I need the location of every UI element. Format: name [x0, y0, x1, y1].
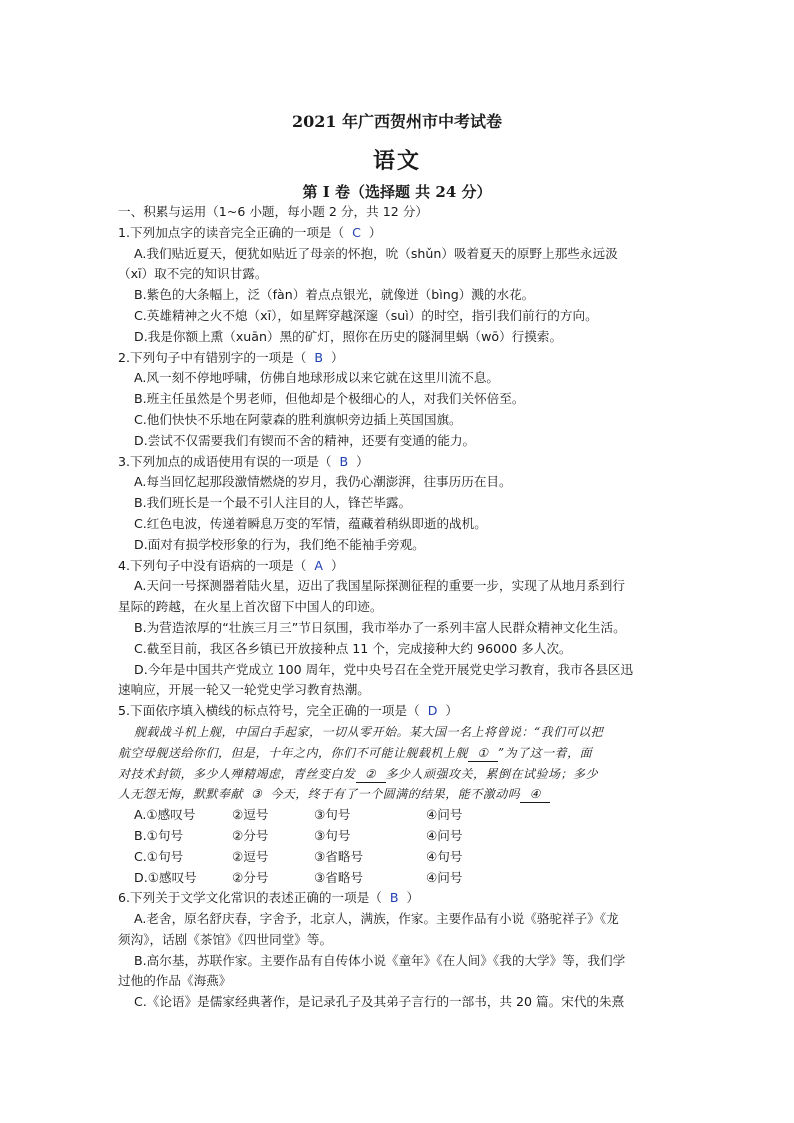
q3-option-d: D.面对有损学校形象的行为，我们绝不能袖手旁观。 [134, 536, 425, 552]
q5-option-b: B.①句号 ②分号 ③句号 ④问号 [134, 827, 463, 843]
q6-option-a: A.老舍，原名舒庆春，字舍予，北京人，满族，作家。主要作品有小说《骆驼祥子》《龙 [134, 911, 619, 927]
q5-option-a: A.①感叹号 ②逗号 ③句号 ④问号 [134, 807, 463, 823]
q2-option-b: B.班主任虽然是个男老师，但他却是个极细心的人，对我们关怀倍至。 [134, 391, 525, 407]
q1-option-b: B.紫色的大条幅上，泛（fàn）着点点银光，就像迸（bìng）溅的水花。 [134, 287, 535, 303]
q6-option-b: B.高尔基，苏联作家。主要作品有自传体小说《童年》《在人间》《我的大学》等，我们学 [134, 952, 626, 968]
section-heading: 一、积累与运用（1~6 小题，每小题 2 分，共 12 分） [118, 204, 428, 219]
blank-2: ② [356, 766, 386, 783]
q2-option-d: D.尝试不仅需要我们有锲而不舍的精神，还要有变通的能力。 [134, 432, 476, 448]
q5-passage-line-3: 对技术封锁，多少人殚精竭虑，青丝变白发 ② 多少人顽强攻关，累倒在试验场；多少 [118, 766, 599, 781]
q5-option-d: D.①感叹号 ②分号 ③省略号 ④问号 [134, 869, 463, 885]
exam-body [118, 202, 678, 1013]
q1-option-a-cont: （xī）取不完的知识甘露。 [118, 266, 268, 282]
q2-option-c: C.他们快快不乐地在阿蒙森的胜利旗帜旁边插上英国国旗。 [134, 411, 462, 427]
question-6-stem: 6.下列关于文学文化常识的表述正确的一项是（ B ） [118, 888, 678, 909]
q3-option-a: A.每当回忆起那段激情燃烧的岁月，我仍心潮澎湃，往事历历在目。 [134, 474, 512, 490]
q4-option-c: C.截至目前，我区各乡镇已开放接种点 11 个，完成接种大约 96000 多人次。 [134, 640, 572, 656]
exam-title: 2021 年广西贺州市中考试卷 [291, 112, 503, 131]
blank-1: ① [468, 745, 498, 762]
subject-title: 语文 [372, 148, 421, 174]
answer-mark: B [339, 453, 349, 469]
q2-option-a: A.风一刻不停地呼啸，仿佛自地球形成以来它就在这里川流不息。 [134, 370, 500, 386]
q6-option-b-cont: 过他的作品《海燕》 [118, 973, 232, 989]
blank-3: ③ [251, 787, 263, 802]
answer-mark: C [352, 224, 361, 240]
q4-option-d: D.今年是中国共产党成立 100 周年，党中央号召在全党开展党史学习教育，我市各县区迅 [134, 661, 634, 677]
q6-option-a-cont: 须沟》，话剧《茶馆》《四世同堂》等。 [118, 931, 333, 947]
q4-option-d-cont: 速响应，开展一轮又一轮党史学习教育热潮。 [118, 682, 370, 698]
q1-option-d: D.我是你额上熏（xuān）黑的矿灯，照你在历史的隧洞里蜗（wō）行摸索。 [134, 328, 563, 344]
q3-option-c: C.红色电波，传递着瞬息万变的军情，蕴藏着稍纵即逝的战机。 [134, 515, 487, 531]
q5-passage-line-1: 舰载战斗机上舰，中国白手起家，一切从零开始。某大国一名上将曾说：“我们可以把 [134, 724, 604, 739]
q4-option-a: A.天问一号探测器着陆火星，迈出了我国星际探测征程的重要一步，实现了从地月系到行 [134, 578, 625, 594]
q1-option-c: C.英雄精神之火不熄（xī），如星辉穿越深邃（suì）的时空，指引我们前行的方向。 [134, 307, 598, 323]
q4-option-a-cont: 星际的跨越，在火星上首次留下中国人的印迹。 [118, 599, 383, 615]
q6-option-c: C.《论语》是儒家经典著作，是记录孔子及其弟子言行的一部书，共 20 篇。宋代的朱熹 [134, 994, 625, 1010]
answer-mark: B [389, 890, 399, 906]
q4-option-b: B.为营造浓厚的“壮族三月三”节日氛围，我市举办了一系列丰富人民群众精神文化生活。 [134, 619, 626, 635]
volume-heading: 第 I 卷（选择题 共 24 分） [302, 183, 492, 201]
blank-4: ④ [520, 786, 550, 803]
q5-option-c: C.①句号 ②逗号 ③省略号 ④句号 [134, 848, 463, 864]
q5-passage-line-2: 航空母舰送给你们，但是，十年之内，你们不可能让舰载机上舰 ① ”为了这一着，面 [118, 745, 593, 760]
q3-option-b: B.我们班长是一个最不引人注目的人，锋芒毕露。 [134, 495, 412, 511]
question-4-stem: 4.下列句子中没有语病的一项是（ A ） [118, 556, 678, 577]
answer-mark: A [314, 557, 323, 573]
answer-mark: B [314, 349, 323, 365]
question-5-stem: 5.下面依序填入横线的标点符号，完全正确的一项是（ D ） [118, 701, 678, 722]
q5-passage-line-4: 人无怨无悔，默默奉献 ③ 今天，终于有了一个圆满的结果，能不激动吗 ④ [118, 784, 678, 805]
question-3-stem: 3.下列加点的成语使用有误的一项是（ B ） [118, 452, 678, 473]
question-2-stem: 2.下列句子中有错别字的一项是（ B ） [118, 348, 678, 369]
answer-mark: D [427, 703, 438, 719]
question-1-stem: 1.下列加点字的读音完全正确的一项是（ C ） [118, 223, 678, 244]
q1-option-a: A.我们贴近夏天，便犹如贴近了母亲的怀抱，吮（shǔn）吸着夏天的原野上那些永远汲 [134, 245, 618, 261]
